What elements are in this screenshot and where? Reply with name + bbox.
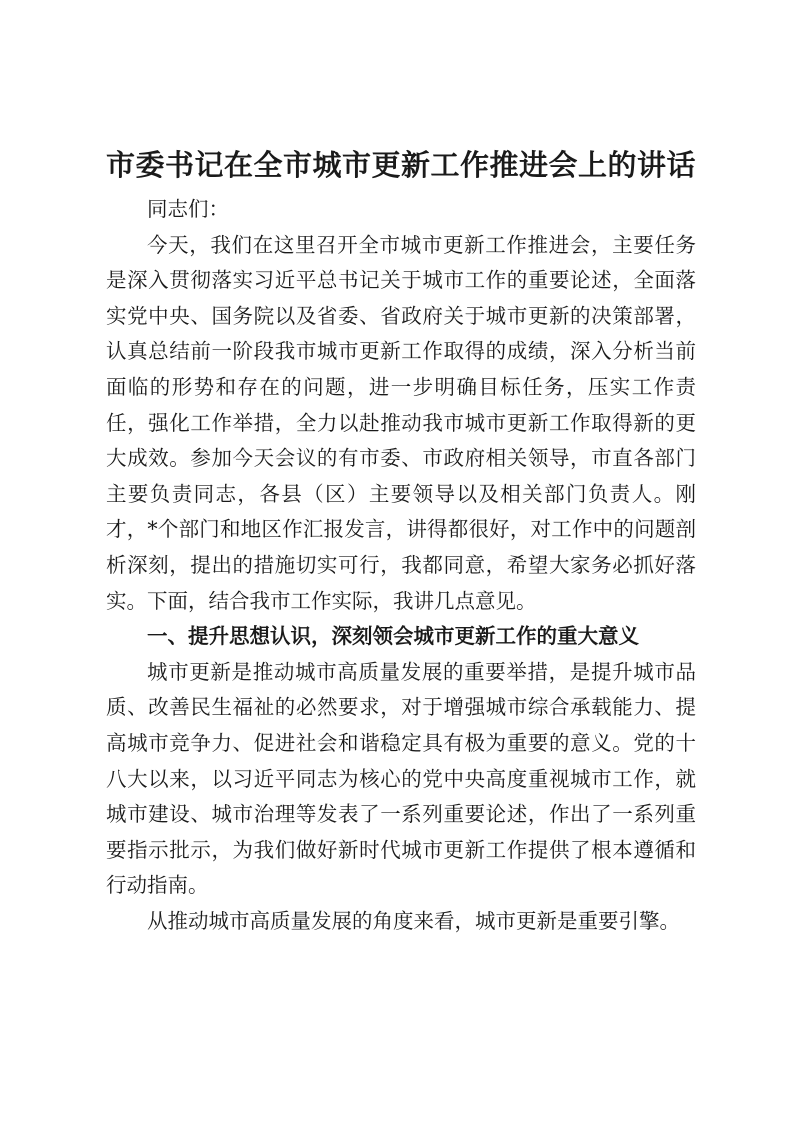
section1-paragraph-1: 城市更新是推动城市高质量发展的重要举措，是提升城市品质、改善民生福祉的必然要求，对于增强城市综合承载能力、提高城市竞争力、促进社会和谐稳定具有极为重要的意义。党的十八大以来，以习近平同志为核心的党中央高度重视城市工作，就城市建设、城市治理等发表了一系列重要论述，作出了一系列重要指示批示，为我们做好新时代城市更新工作提供了根本遵循和行动指南。 — [106, 659, 696, 898]
section1-paragraph-2: 从推动城市高质量发展的角度来看，城市更新是重要引擎。 — [147, 908, 680, 933]
section-heading-1: 一、提升思想认识，深刻领会城市更新工作的重大意义 — [147, 624, 639, 649]
document-page — [106, 138, 696, 939]
document-title: 市委书记在全市城市更新工作推进会上的讲话 — [106, 148, 697, 182]
salutation: 同志们： — [147, 197, 229, 221]
intro-paragraph: 今天，我们在这里召开全市城市更新工作推进会，主要任务是深入贯彻落实习近平总书记关于城市工作的重要论述，全面落实党中央、国务院以及省委、省政府关于城市更新的决策部署，认真总结前一阶段我市城市更新工作取得的成绩，深入分析当前面临的形势和存在的问题，进一步明确目标任务，压实工作责任，强化工作举措，全力以赴推动我市城市更新工作取得新的更大成效。参加今天会议的有市委、市政府相关领导，市直各部门主要负责同志，各县（区）主要领导以及相关部门负责人。刚才，*个部门和地区作汇报发言，讲得都很好，对工作中的问题剖析深刻，提出的措施切实可行，我都同意，希望大家务必抓好落实。下面，结合我市工作实际，我讲几点意见。 — [106, 232, 696, 613]
